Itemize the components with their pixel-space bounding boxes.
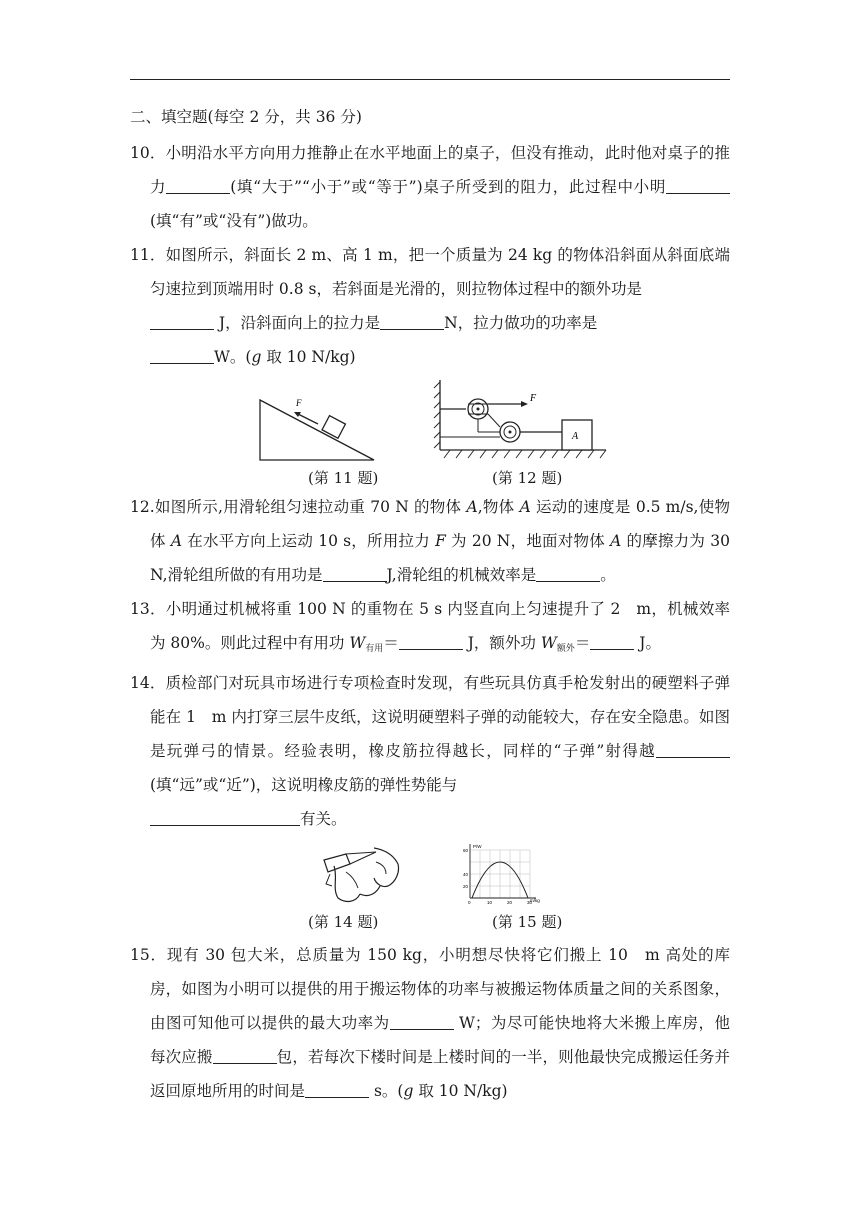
x-tick: 30 (527, 900, 533, 905)
answer-blank[interactable] (150, 314, 214, 331)
section-title: 二、填空题(每空 2 分，共 36 分) (130, 108, 362, 126)
y-tick: 40 (463, 872, 469, 877)
question-text: N，拉力做功的功率是 (444, 314, 598, 332)
question-number: 10． (130, 144, 166, 162)
slingshot-figure (316, 842, 406, 908)
power-mass-graph (460, 842, 544, 908)
answer-blank[interactable] (656, 742, 730, 759)
question-number: 15． (130, 946, 167, 964)
x-tick: 20 (507, 900, 513, 905)
symbol-A: A (519, 498, 531, 516)
answer-blank[interactable] (150, 348, 214, 365)
force-label: F (296, 398, 302, 408)
answer-blank[interactable] (390, 1014, 454, 1031)
question-text: J,滑轮组的机械效率是 (386, 566, 537, 584)
pulley-figure (432, 376, 612, 468)
graph-y-label: P/W (473, 844, 482, 849)
y-tick: 60 (463, 848, 469, 853)
question-11 (130, 238, 730, 374)
question-14 (130, 666, 730, 836)
question-text: ＝ (383, 634, 399, 652)
question-text: J，沿斜面向上的拉力是 (214, 314, 381, 332)
symbol-A: A (170, 532, 183, 550)
question-text: (填“远”或“近”)，这说明橡皮筋的弹性势能与 (150, 776, 458, 794)
question-text: 在水平方向上运动 10 s，所用拉力 (182, 532, 436, 550)
subscript: 额外 (556, 644, 575, 654)
x-tick: 10 (487, 900, 493, 905)
question-text: ＝ (574, 634, 591, 652)
question-text: 如图所示，斜面长 2 m、高 1 m，把一个质量为 24 kg 的物体沿斜面从斜面底端匀速拉到顶端用时 0.8 s，若斜面是光滑的，则拉物体过程中的额外功是 (150, 246, 730, 298)
answer-blank[interactable] (150, 810, 300, 827)
figure-row-1 (130, 380, 730, 490)
question-15 (130, 938, 730, 1108)
x-tick: 0 (468, 900, 471, 905)
subscript: 有用 (365, 644, 384, 654)
question-text: ,物体 (477, 498, 520, 516)
question-text: 质检部门对玩具市场进行专项检查时发现，有些玩具仿真手枪发射出的硬塑料子弹能在 1 m 内打穿三层牛皮纸，这说明硬塑料子弹的动能较大，存在安全隐患。如图是玩弹弓的情景。经验表明，橡皮筋拉得越长，同样的“子弹”射得越 (150, 674, 730, 760)
incline-figure (258, 394, 378, 464)
answer-blank[interactable] (399, 634, 463, 651)
symbol-W: W (540, 634, 557, 652)
answer-blank[interactable] (536, 566, 600, 583)
question-number: 14． (130, 674, 166, 692)
figure-caption-14: (第 14 题) (308, 913, 379, 931)
question-10 (130, 136, 730, 238)
question-text: 取 10 N/kg) (413, 1082, 508, 1100)
answer-blank[interactable] (305, 1082, 369, 1099)
answer-blank[interactable] (166, 178, 230, 195)
question-12 (130, 490, 730, 592)
symbol-F: F (435, 532, 446, 550)
force-label: F (530, 393, 537, 404)
figure-row-2 (130, 842, 730, 934)
answer-blank[interactable] (380, 314, 444, 331)
question-text: 的摩擦力为 30 N,滑轮组所做的有用功是 (150, 532, 731, 584)
question-13 (130, 592, 730, 666)
question-text: 如图所示,用滑轮组匀速拉动重 70 N 的物体 (154, 498, 467, 516)
question-text: s。( (369, 1082, 404, 1100)
graph-x-label: m/kg (530, 898, 540, 903)
question-text: (填“有”或“没有”)做功。 (150, 212, 318, 230)
question-text: 有关。 (300, 810, 347, 828)
question-text: 运动的速度是 0.5 m/s,使物体 (150, 498, 731, 550)
symbol-g: g (403, 1082, 414, 1100)
question-text: (填“大于”“小于”或“等于”)桌子所受到的阻力，此过程中小明 (230, 178, 666, 196)
question-number: 11． (130, 246, 166, 264)
question-text: J。 (634, 634, 661, 652)
figure-caption-11: (第 11 题) (308, 469, 379, 487)
answer-blank[interactable] (666, 178, 730, 195)
question-text: 小明沿水平方向用力推静止在水平地面上的桌子，但没有推动，此时他对桌子的推力 (150, 144, 730, 196)
symbol-W: W (349, 634, 366, 652)
question-text: 取 10 N/kg) (261, 348, 356, 366)
y-tick: 20 (463, 884, 469, 889)
question-text: J，额外功 (462, 634, 541, 652)
question-text: 小明通过机械将重 100 N 的重物在 5 s 内竖直向上匀速提升了 2 m，机械效率为 80%。则此过程中有用功 (150, 600, 730, 652)
block-label: A (572, 431, 579, 442)
symbol-A: A (610, 532, 622, 550)
header-rule (130, 79, 730, 80)
exam-page (130, 100, 730, 1108)
symbol-A: A (466, 498, 478, 516)
question-number: 13． (130, 600, 166, 618)
question-text: 为 20 N，地面对物体 (445, 532, 611, 550)
question-text: 。 (600, 566, 616, 584)
question-number: 12. (130, 498, 155, 516)
answer-blank[interactable] (590, 634, 634, 651)
question-text: W；为尽可能快地将大米搬上库房，他每次应搬 (150, 1014, 730, 1066)
figure-caption-12: (第 12 题) (492, 469, 563, 487)
figure-caption-15: (第 15 题) (492, 913, 563, 931)
question-text: 包，若每次下楼时间是上楼时间的一半，则他最快完成搬运任务并返回原地所用的时间是 (150, 1048, 730, 1100)
question-text: W。( (214, 348, 252, 366)
answer-blank[interactable] (213, 1048, 277, 1065)
answer-blank[interactable] (323, 566, 387, 583)
symbol-g: g (251, 348, 262, 366)
question-text: 现有 30 包大米，总质量为 150 kg，小明想尽快将它们搬上 10 m 高处的库房，如图为小明可以提供的用于搬运物体的功率与被搬运物体质量之间的关系图象，由图可知他可以提供的最大功率为 (150, 946, 730, 1032)
